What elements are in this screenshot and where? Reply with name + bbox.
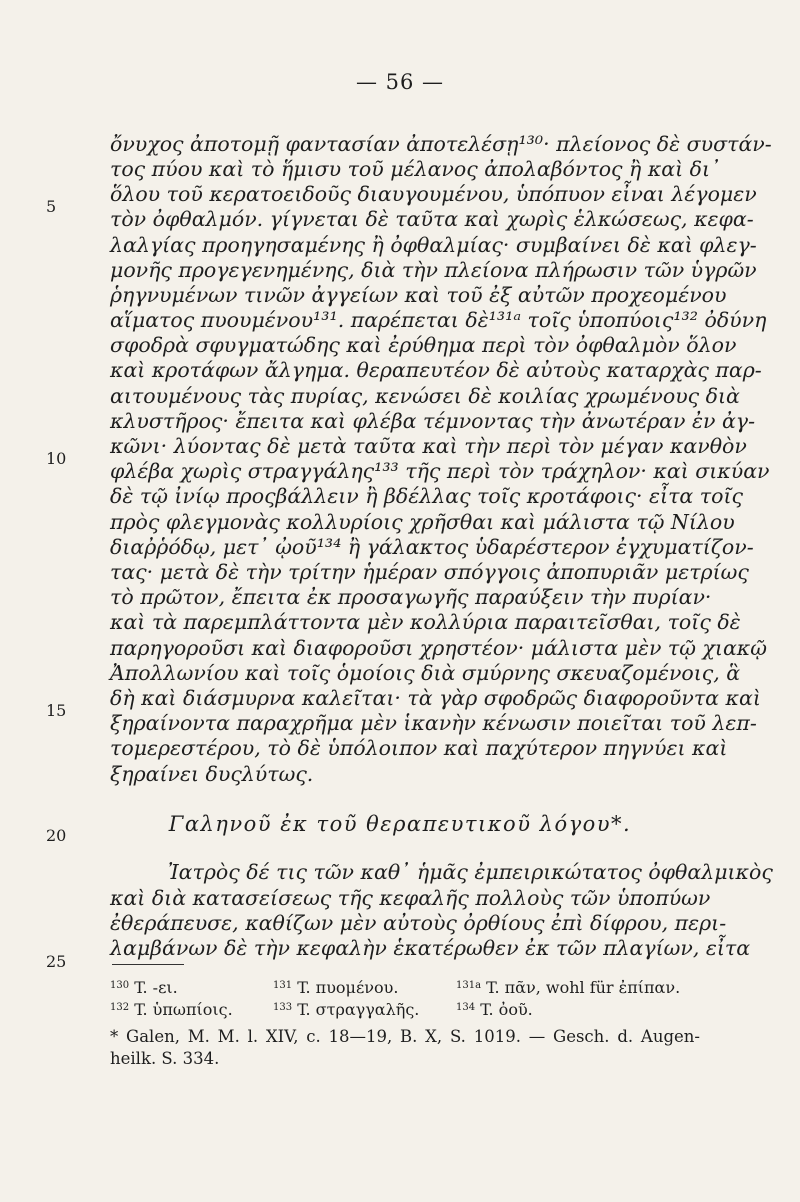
text-line-1: ὄνυχος ἀποτομῇ φαντασίαν ἀποτελέσῃ¹³⁰· πλείονος δὲ συστάν- [110,132,772,156]
text-line-15: δὲ τῷ ἰνίῳ προςβάλλειν ἢ βδέλλας τοῖς κροτάφοις· εἶτα τοῖς [110,484,743,508]
text-line-9: σφοδρὰ σφυγματώδης καὶ ἐρύθημα περὶ τὸν ὀφθαλμὸν ὅλον [110,333,737,357]
text-line-4: τὸν ὀφθαλμόν. γίγνεται δὲ ταῦτα καὶ χωρὶς ἑλκώσεως, κεφα- [110,207,754,231]
text-line-5: λαλγίας προηγησαμένης ἢ ὀφθαλμίας· συμβαίνει δὲ καὶ φλεγ- [110,233,757,257]
text-line-2: τος πύου καὶ τὸ ἥμισυ τοῦ μέλανος ἀπολαβόντος ἢ καὶ δι᾽ [110,157,721,181]
text-line-12: κλυστῆρος· ἔπειτα καὶ φλέβα τέμνοντας τὴν ἀνωτέραν ἐν ἀγ- [110,409,755,433]
text-line-6: μονῆς προγεγενημένης, διὰ τὴν πλείονα πλήρωσιν τῶν ὑγρῶν [110,258,757,282]
footnote-130: $^{130}$ T. -ει. [110,978,178,997]
text-line-20: καὶ τὰ παρεμπλάττοντα μὲν κολλύρια παραιτεῖσθαι, τοῖς δὲ [110,610,741,634]
section2-line-2: καὶ διὰ κατασείσεως τῆς κεφαλῆς πολλοὺς τῶν ὑποπύων [110,886,711,910]
text-line-26: ξηραίνει δυςλύτως. [110,762,314,786]
text-line-25: τομερεστέρου, τὸ δὲ ὑπόλοιπον καὶ παχύτερον πηγνύει καὶ [110,736,728,760]
footnote-133: $^{133}$ T. στραγγαλῆς. [273,1000,420,1019]
footnote-132: $^{132}$ T. ὑπωπίοις. [110,1000,233,1019]
section2-line-1: Ἰατρὸς δέ τις τῶν καθ᾽ ἡμᾶς ἐμπειρικώτατος ὀφθαλμικὸς [168,860,773,884]
text-line-18: τας· μετὰ δὲ τὴν τρίτην ἡμέραν σπόγγοις ἀποπυριᾶν μετρίως [110,560,749,584]
line-number-25: 25 [46,952,67,971]
line-number-20: 20 [46,826,67,845]
source-note-line-1: * Galen, M. M. l. XIV, c. 18—19, B. X, S. 1019. — Gesch. d. Augen- [110,1027,700,1046]
footnote-134: $^{134}$ T. ὀοῦ. [456,1000,533,1019]
line-number-10: 10 [46,449,67,468]
text-line-11: αιτουμένους τὰς πυρίας, κενώσει δὲ κοιλίας χρωμένους διὰ [110,384,740,408]
footnote-rule [112,964,184,965]
text-line-21: παρηγοροῦσι καὶ διαφοροῦσι χρηστέον· μάλιστα μὲν τῷ χιακῷ [110,636,767,660]
text-line-17: διαῤῥόδῳ, μετ᾽ ᾠοῦ¹³⁴ ἢ γάλακτος ὑδαρέστερον ἐγχυματίζον- [110,535,754,559]
source-note-line-2: heilk. S. 334. [110,1049,220,1068]
footnote-131a: $^{131a}$ T. πᾶν, wohl für ἐπίπαν. [456,978,681,997]
section-heading: Γαληνοῦ ἐκ τοῦ θεραπευτικοῦ λόγου*. [168,812,632,836]
text-line-22: Ἀπολλωνίου καὶ τοῖς ὁμοίοις διὰ σμύρνης σκευαζομένοις, ἃ [110,661,741,685]
section2-line-4: λαμβάνων δὲ τὴν κεφαλὴν ἑκατέρωθεν ἐκ τῶν πλαγίων, εἶτα [110,936,751,960]
text-line-14: φλέβα χωρὶς στραγγάλης¹³³ τῆς περὶ τὸν τράχηλον· καὶ σικύαν [110,459,770,483]
text-line-23: δὴ καὶ διάσμυρνα καλεῖται· τὰ γὰρ σφοδρῶς διαφοροῦντα καὶ [110,686,761,710]
text-line-7: ῥηγνυμένων τινῶν ἀγγείων καὶ τοῦ ἐξ αὐτῶν προχεομένου [110,283,727,307]
footnote-131: $^{131}$ T. πυομένου. [273,978,399,997]
line-number-15: 15 [46,701,67,720]
text-line-16: πρὸς φλεγμονὰς κολλυρίοις χρῆσθαι καὶ μάλιστα τῷ Νίλου [110,510,735,534]
line-number-5: 5 [46,197,57,216]
text-line-13: κῶνι· λύοντας δὲ μετὰ ταῦτα καὶ τὴν περὶ τὸν μέγαν κανθὸν [110,434,747,458]
page-number: — 56 — [355,70,445,94]
section2-line-3: ἐθεράπευσε, καθίζων μὲν αὐτοὺς ὀρθίους ἐπὶ δίφρου, περι- [110,911,727,935]
text-line-19: τὸ πρῶτον, ἔπειτα ἐκ προσαγωγῆς παραύξειν τὴν πυρίαν· [110,585,712,609]
text-line-3: ὅλου τοῦ κερατοειδοῦς διαυγουμένου, ὑπόπυον εἶναι λέγομεν [110,182,757,206]
text-line-8: αἵματος πυουμένου¹³¹. παρέπεται δὲ¹³¹ᵃ τοῖς ὑποπύοις¹³² ὀδύνη [110,308,767,332]
text-line-10: καὶ κροτάφων ἄλγημα. θεραπευτέον δὲ αὐτοὺς καταρχὰς παρ- [110,358,762,382]
text-line-24: ξηραίνοντα παραχρῆμα μὲν ἱκανὴν κένωσιν ποιεῖται τοῦ λεπ- [110,711,757,735]
